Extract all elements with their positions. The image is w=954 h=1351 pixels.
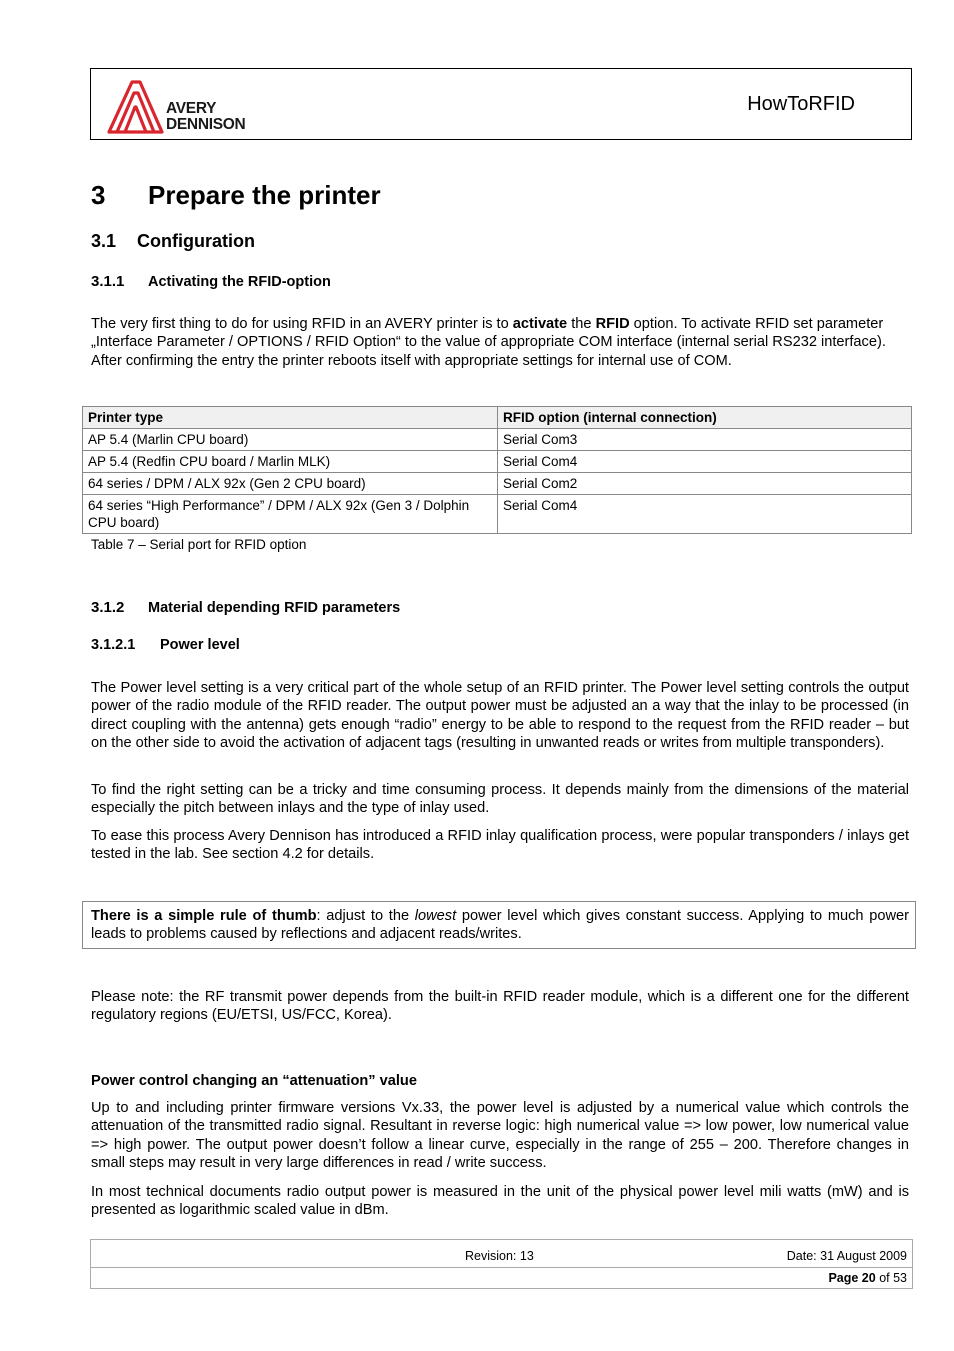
rule-of-thumb-box (82, 901, 916, 949)
subsection-title: Configuration (137, 231, 255, 251)
table-cell: Serial Com3 (498, 429, 912, 451)
qualification-paragraph: To ease this process Avery Dennison has introduced a RFID inlay qualification process, were popular transponders / inlays get tested in the lab. See section 4.2 for details. (91, 828, 909, 863)
subsection-number: 3.1 (91, 231, 117, 251)
sub3-heading (91, 637, 240, 653)
section-number: 3 (91, 180, 106, 210)
table-cell: 64 series / DPM / ALX 92x (Gen 2 CPU board) (83, 473, 498, 495)
revision-label: Revision: 13 (465, 1249, 534, 1263)
rule-italic: lowest (414, 908, 457, 924)
document-title: HowToRFID (747, 93, 855, 115)
text-run: power level which gives constant success. Applying to much power leads to problems caused by reflections and adjacent reads/writes. (91, 908, 909, 943)
avery-logo-icon (105, 79, 165, 135)
bold-rfid: RFID (595, 316, 630, 332)
table-row (83, 451, 912, 473)
logo-line-2: DENNISON (166, 116, 246, 133)
power-control-heading: Power control changing an “attenuation” value (91, 1073, 417, 1089)
sub2-heading (91, 599, 400, 616)
page-current: Page 20 (828, 1271, 876, 1285)
sub1-title: Activating the RFID-option (148, 274, 331, 290)
table-cell: Serial Com4 (498, 495, 912, 534)
table-cell: AP 5.4 (Redfin CPU board / Marlin MLK) (83, 451, 498, 473)
table-header-row (83, 407, 912, 429)
attenuation-paragraph: Up to and including printer firmware versions Vx.33, the power level is adjusted by a numerical value which controls the attenuation of the transmitted radio signal. Resultant in reverse logic: high numerical value => low power, low numerical value => high power. The output power doesn’t follow a linear curve, especially in the range of 255 – 200. Therefore changes in small steps may result in very large differences in read / write success. (91, 1100, 909, 1172)
sub3-title: Power level (160, 637, 240, 653)
sub2-number: 3.1.2 (91, 599, 125, 616)
setting-paragraph: To find the right setting can be a tricky and time consuming process. It depends mainly from the dimensions of the material especially the pitch between inlays and the type of inlay used. (91, 782, 909, 817)
header-rfid-option: RFID option (internal connection) (498, 407, 912, 429)
table-cell: 64 series “High Performance” / DPM / ALX 92x (Gen 3 / Dolphin CPU board) (83, 495, 498, 534)
logo-line-1: AVERY (166, 100, 217, 117)
bold-activate: activate (512, 316, 568, 332)
serial-port-table (82, 406, 912, 534)
table-cell: Serial Com2 (498, 473, 912, 495)
sub1-heading (91, 273, 331, 290)
table-row (83, 429, 912, 451)
header-printer-type: Printer type (83, 407, 498, 429)
table-row (83, 473, 912, 495)
power-level-paragraph: The Power level setting is a very critical part of the whole setup of an RFID printer. The Power level setting controls the output power of the radio module of the RFID reader. The output power must be adjusted an a way that the inlay to be processed (in direct coupling with the antenna) gets enough “radio” energy to be able to respond to the request from the RFID reader – but on the other side to avoid the activation of adjacent tags (resulting in unwanted reads or writes from multiple transponders). (91, 680, 909, 752)
page-header (90, 68, 912, 140)
rule-of-thumb-text (91, 907, 909, 944)
sub3-number: 3.1.2.1 (91, 637, 136, 653)
footer-divider (91, 1267, 912, 1268)
sub1-number: 3.1.1 (91, 273, 125, 290)
activation-paragraph (91, 315, 909, 370)
rule-bold: There is a simple rule of thumb (91, 908, 317, 924)
dbm-paragraph: In most technical documents radio output power is measured in the unit of the physical power level mili watts (mW) and is presented as logarithmic scaled value in dBm. (91, 1184, 909, 1219)
sub2-title: Material depending RFID parameters (148, 600, 401, 616)
page-number (828, 1271, 907, 1285)
text-run: : adjust to the (316, 908, 415, 924)
section-heading (91, 180, 381, 211)
text-run: option. To activate RFID set parameter „Interface Parameter / OPTIONS / RFID Option“ to the value of appropriate COM interface (internal serial RS232 interface). After confirming the entry the printer reboots itself with appropriate settings for internal use of COM. (91, 316, 886, 369)
text-run: The very first thing to do for using RFID in an AVERY printer is to (91, 316, 513, 332)
subsection-heading (91, 231, 255, 252)
table-cell: AP 5.4 (Marlin CPU board) (83, 429, 498, 451)
page-total: of 53 (875, 1271, 907, 1285)
section-title: Prepare the printer (148, 180, 381, 210)
date-label: Date: 31 August 2009 (786, 1249, 907, 1263)
table-row (83, 495, 912, 534)
regional-note-paragraph: Please note: the RF transmit power depends from the built-in RFID reader module, which is a different one for the different regulatory regions (EU/ETSI, US/FCC, Korea). (91, 989, 909, 1024)
text-run: the (567, 316, 596, 332)
table-cell: Serial Com4 (498, 451, 912, 473)
page-footer (90, 1239, 913, 1289)
avery-dennison-logo (105, 79, 285, 135)
table-caption: Table 7 – Serial port for RFID option (91, 537, 307, 552)
